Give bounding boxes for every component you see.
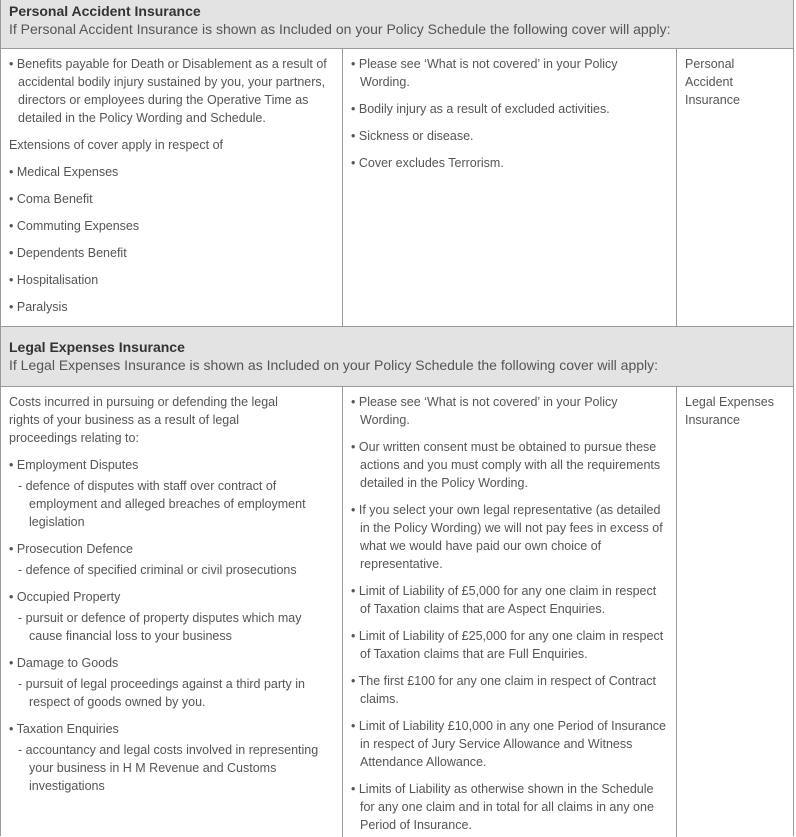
not-covered-item: • Please see ‘What is not covered’ in your Policy Wording.: [351, 393, 668, 429]
not-covered-item: • Limit of Liability of £25,000 for any one claim in respect of Taxation claims that are Full Enquiries.: [351, 627, 668, 663]
extension-item: • Paralysis: [9, 298, 334, 316]
covered-intro: Costs incurred in pursuing or defending the legal rights of your business as a result of legal proceedings relating to:: [9, 395, 278, 445]
extensions-label: Extensions of cover apply in respect of: [9, 138, 224, 152]
not-covered-item: • Limit of Liability £10,000 in any one Period of Insurance in respect of Jury Service Allowance and Witness Attendance Allowance.: [351, 717, 668, 771]
covered-item-detail: - pursuit or defence of property disputes which may cause financial loss to your business: [9, 609, 334, 645]
extension-item: • Coma Benefit: [9, 190, 334, 208]
covered-item: • Damage to Goods: [9, 654, 334, 672]
not-covered-item: • Sickness or disease.: [351, 127, 668, 145]
not-covered-item: • Please see ‘What is not covered’ in your Policy Wording.: [351, 55, 668, 91]
section-title: Legal Expenses Insurance: [9, 339, 185, 355]
not-covered-item: • Limit of Liability of £5,000 for any one claim in respect of Taxation claims that are Aspect Enquiries.: [351, 582, 668, 618]
personal-accident-header: [1, 0, 793, 49]
covered-item-detail: - pursuit of legal proceedings against a third party in respect of goods owned by you.: [9, 675, 334, 711]
extension-item: • Commuting Expenses: [9, 217, 334, 235]
covered-item: • Employment Disputes: [9, 456, 334, 474]
personal-accident-row: [1, 49, 793, 327]
covered-item: • Prosecution Defence: [9, 540, 334, 558]
section-name-column: [677, 387, 793, 837]
not-covered-item: • If you select your own legal representative (as detailed in the Policy Wording) we will not pay fees in excess of what we would have paid our own choice of representative.: [351, 501, 668, 573]
extension-item: • Medical Expenses: [9, 163, 334, 181]
covered-item: • Benefits payable for Death or Disablement as a result of accidental bodily injury sustained by you, your partners, directors or employees during the Operative Time as detailed in the Policy Wording and Schedule.: [9, 55, 334, 127]
covered-column: [1, 387, 343, 837]
covered-item-detail: - defence of disputes with staff over contract of employment and alleged breaches of employment legislation: [9, 477, 334, 531]
not-covered-item: • The first £100 for any one claim in respect of Contract claims.: [351, 672, 668, 708]
section-subtitle: If Personal Accident Insurance is shown as Included on your Policy Schedule the following cover will apply:: [9, 21, 671, 37]
section-name: Legal Expenses Insurance: [685, 395, 774, 427]
not-covered-item: • Cover excludes Terrorism.: [351, 154, 668, 172]
extension-item: • Dependents Benefit: [9, 244, 334, 262]
not-covered-item: • Our written consent must be obtained to pursue these actions and you must comply with all the requirements detailed in the Policy Wording.: [351, 438, 668, 492]
legal-expenses-header: [1, 327, 793, 387]
not-covered-column: [343, 49, 677, 326]
covered-item-detail: - accountancy and legal costs involved in representing your business in H M Revenue and Customs investigations: [9, 741, 334, 795]
not-covered-item: • Bodily injury as a result of excluded activities.: [351, 100, 668, 118]
not-covered-column: [343, 387, 677, 837]
covered-item: • Taxation Enquiries: [9, 720, 334, 738]
section-name: Personal Accident Insurance: [685, 57, 740, 107]
section-title: Personal Accident Insurance: [9, 3, 201, 19]
section-name-column: [677, 49, 793, 326]
legal-expenses-row: [1, 387, 793, 837]
covered-column: [1, 49, 343, 326]
not-covered-item: • Limits of Liability as otherwise shown in the Schedule for any one claim and in total for all claims in any one Period of Insurance.: [351, 780, 668, 834]
covered-item-detail: - defence of specified criminal or civil prosecutions: [9, 561, 334, 579]
covered-item: • Occupied Property: [9, 588, 334, 606]
section-subtitle: If Legal Expenses Insurance is shown as Included on your Policy Schedule the following cover will apply:: [9, 357, 659, 373]
extension-item: • Hospitalisation: [9, 271, 334, 289]
